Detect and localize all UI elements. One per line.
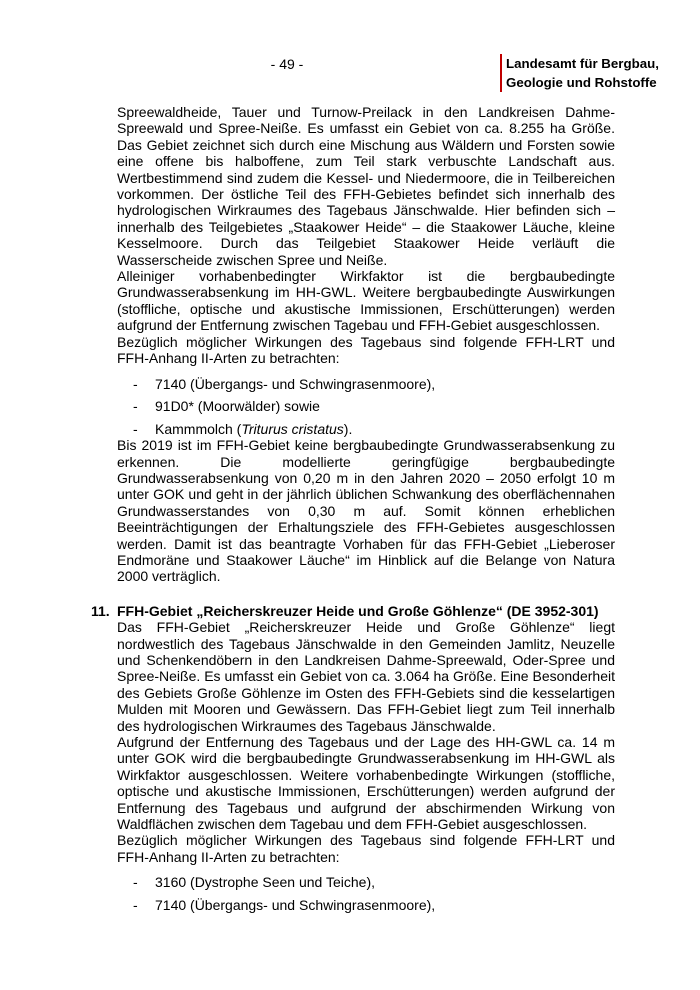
page-number: - 49 -	[270, 56, 304, 72]
section11-title: FFH-Gebiet „Reicherskreuzer Heide und Große Göhlenze“ (DE 3952-301)	[117, 602, 599, 619]
list-item-text: 7140 (Übergangs- und Schwingrasenmoore),	[155, 375, 436, 392]
section11-paragraph-1: Das FFH-Gebiet „Reicherskreuzer Heide und Große Göhlenze“ liegt nordwestlich des Tagebaus Jänschwalde in den Gemeinden Jamlitz, Neuzelle und Schenkendöbern in den Landkreisen Dahme-Spreewald, Oder-Spree und Spree-Neiße. Es umfasst ein Gebiet von ca. 3.064 ha Größe. Eine Besonderheit des Gebiets Große Göhlenze im Osten des FFH-Gebiets sind die kesselartigen Mulden mit Mooren und Gewässern. Das FFH-Gebiet liegt zum Teil innerhalb des hydrologischen Wirkraumes des Tagebaus Jänschwalde.	[117, 619, 615, 734]
list-marker: -	[133, 420, 138, 437]
list-item	[117, 874, 615, 890]
section10-paragraph-1: Spreewaldheide, Tauer und Turnow-Preilack in den Landkreisen Dahme-Spreewald und Spree-Neiße. Es umfasst ein Gebiet von ca. 8.255 ha Größe. Das Gebiet zeichnet sich durch eine Mischung aus Wäldern und Forsten sowie eine offene bis halboffene, zum Teil stark verbuschte Landschaft aus. Wertbestimmend sind zudem die Kessel- und Niedermoore, die in Teilbereichen vorkommen. Der östliche Teil des FFH-Gebietes befindet sich innerhalb des hydrologischen Wirkraumes des Tagebaus Jänschwalde. Hier befinden sich – innerhalb des Teilgebietes „Staakower Heide“ – die Staakower Läuche, kleine Kesselmoore. Durch das Teilgebiet Staakower Heide verläuft die Wasserscheide zwischen Spree und Neiße.	[117, 104, 615, 268]
section10-paragraph-2: Alleiniger vorhabenbedingter Wirkfaktor ist die bergbaubedingte Grundwasserabsenkung im HH-GWL. Weitere bergbaubedingte Auswirkungen (stoffliche, optische und akustische Immissionen, Erschütterungen) werden aufgrund der Entfernung zwischen Tagebau und FFH-Gebiet ausgeschlossen.	[117, 268, 615, 334]
section11-habitat-list	[117, 874, 615, 913]
list-item	[117, 398, 615, 414]
list-marker: -	[133, 874, 138, 891]
list-item-text-prefix: Kammmolch (	[155, 420, 242, 437]
list-item-text: 3160 (Dystrophe Seen und Teiche),	[155, 874, 375, 891]
list-item	[117, 897, 615, 913]
list-marker: -	[133, 375, 138, 392]
section11-heading	[91, 603, 615, 619]
list-item-text: 91D0* (Moorwälder) sowie	[155, 398, 320, 415]
section10-habitat-list	[117, 376, 615, 438]
list-item	[117, 376, 615, 392]
section11-paragraph-3: Bezüglich möglicher Wirkungen des Tagebaus sind folgende FFH-LRT und FFH-Anhang II-Arten zu betrachten:	[117, 832, 615, 865]
institution-header	[500, 54, 659, 92]
section11-number: 11.	[91, 602, 110, 619]
section10-paragraph-3: Bezüglich möglicher Wirkungen des Tagebaus sind folgende FFH-LRT und FFH-Anhang II-Arten zu betrachten:	[117, 333, 615, 367]
institution-line-2: Geologie und Rohstoffe	[506, 75, 657, 90]
list-marker: -	[133, 896, 138, 913]
section10-paragraph-4: Bis 2019 ist im FFH-Gebiet keine bergbaubedingte Grundwasserabsenkung zu erkennen. Die modellierte geringfügige bergbaubedingte Grundwasserabsenkung von 0,20 m in den Jahren 2020 – 2050 erfolgt 10 m unter GOK und geht in der jährlich üblichen Schwankung des oberflächennahen Grundwasserstandes von 0,30 m auf. Somit können erheblichen Beeinträchtigungen der Erhaltungsziele des FFH-Gebietes ausgeschlossen werden. Damit ist das beantragte Vorhaben für das FFH-Gebiet „Lieberoser Endmoräne und Staakower Läuche“ im Hinblick auf die Belange von Natura 2000 verträglich.	[117, 437, 615, 585]
section11-paragraph-2: Aufgrund der Entfernung des Tagebaus und der Lage des HH-GWL ca. 14 m unter GOK wird die bergbaubedingte Grundwasserabsenkung im HH-GWL als Wirkfaktor ausgeschlossen. Weitere vorhabenbedingte Wirkungen (stoffliche, optische und akustische Immissionen, Erschütterungen) werden aufgrund der Entfernung des Tagebaus und aufgrund der abschirmenden Wirkung von Waldflächen zwischen dem Tagebau und dem FFH-Gebiet ausgeschlossen.	[117, 734, 615, 833]
list-item	[117, 421, 615, 437]
list-item-text: 7140 (Übergangs- und Schwingrasenmoore),	[155, 896, 436, 913]
institution-line-1: Landesamt für Bergbau,	[506, 56, 659, 71]
document-body	[91, 104, 615, 919]
list-marker: -	[133, 398, 138, 415]
species-latin-name: Triturus cristatus	[241, 420, 344, 437]
list-item-text-suffix: ).	[343, 420, 353, 437]
